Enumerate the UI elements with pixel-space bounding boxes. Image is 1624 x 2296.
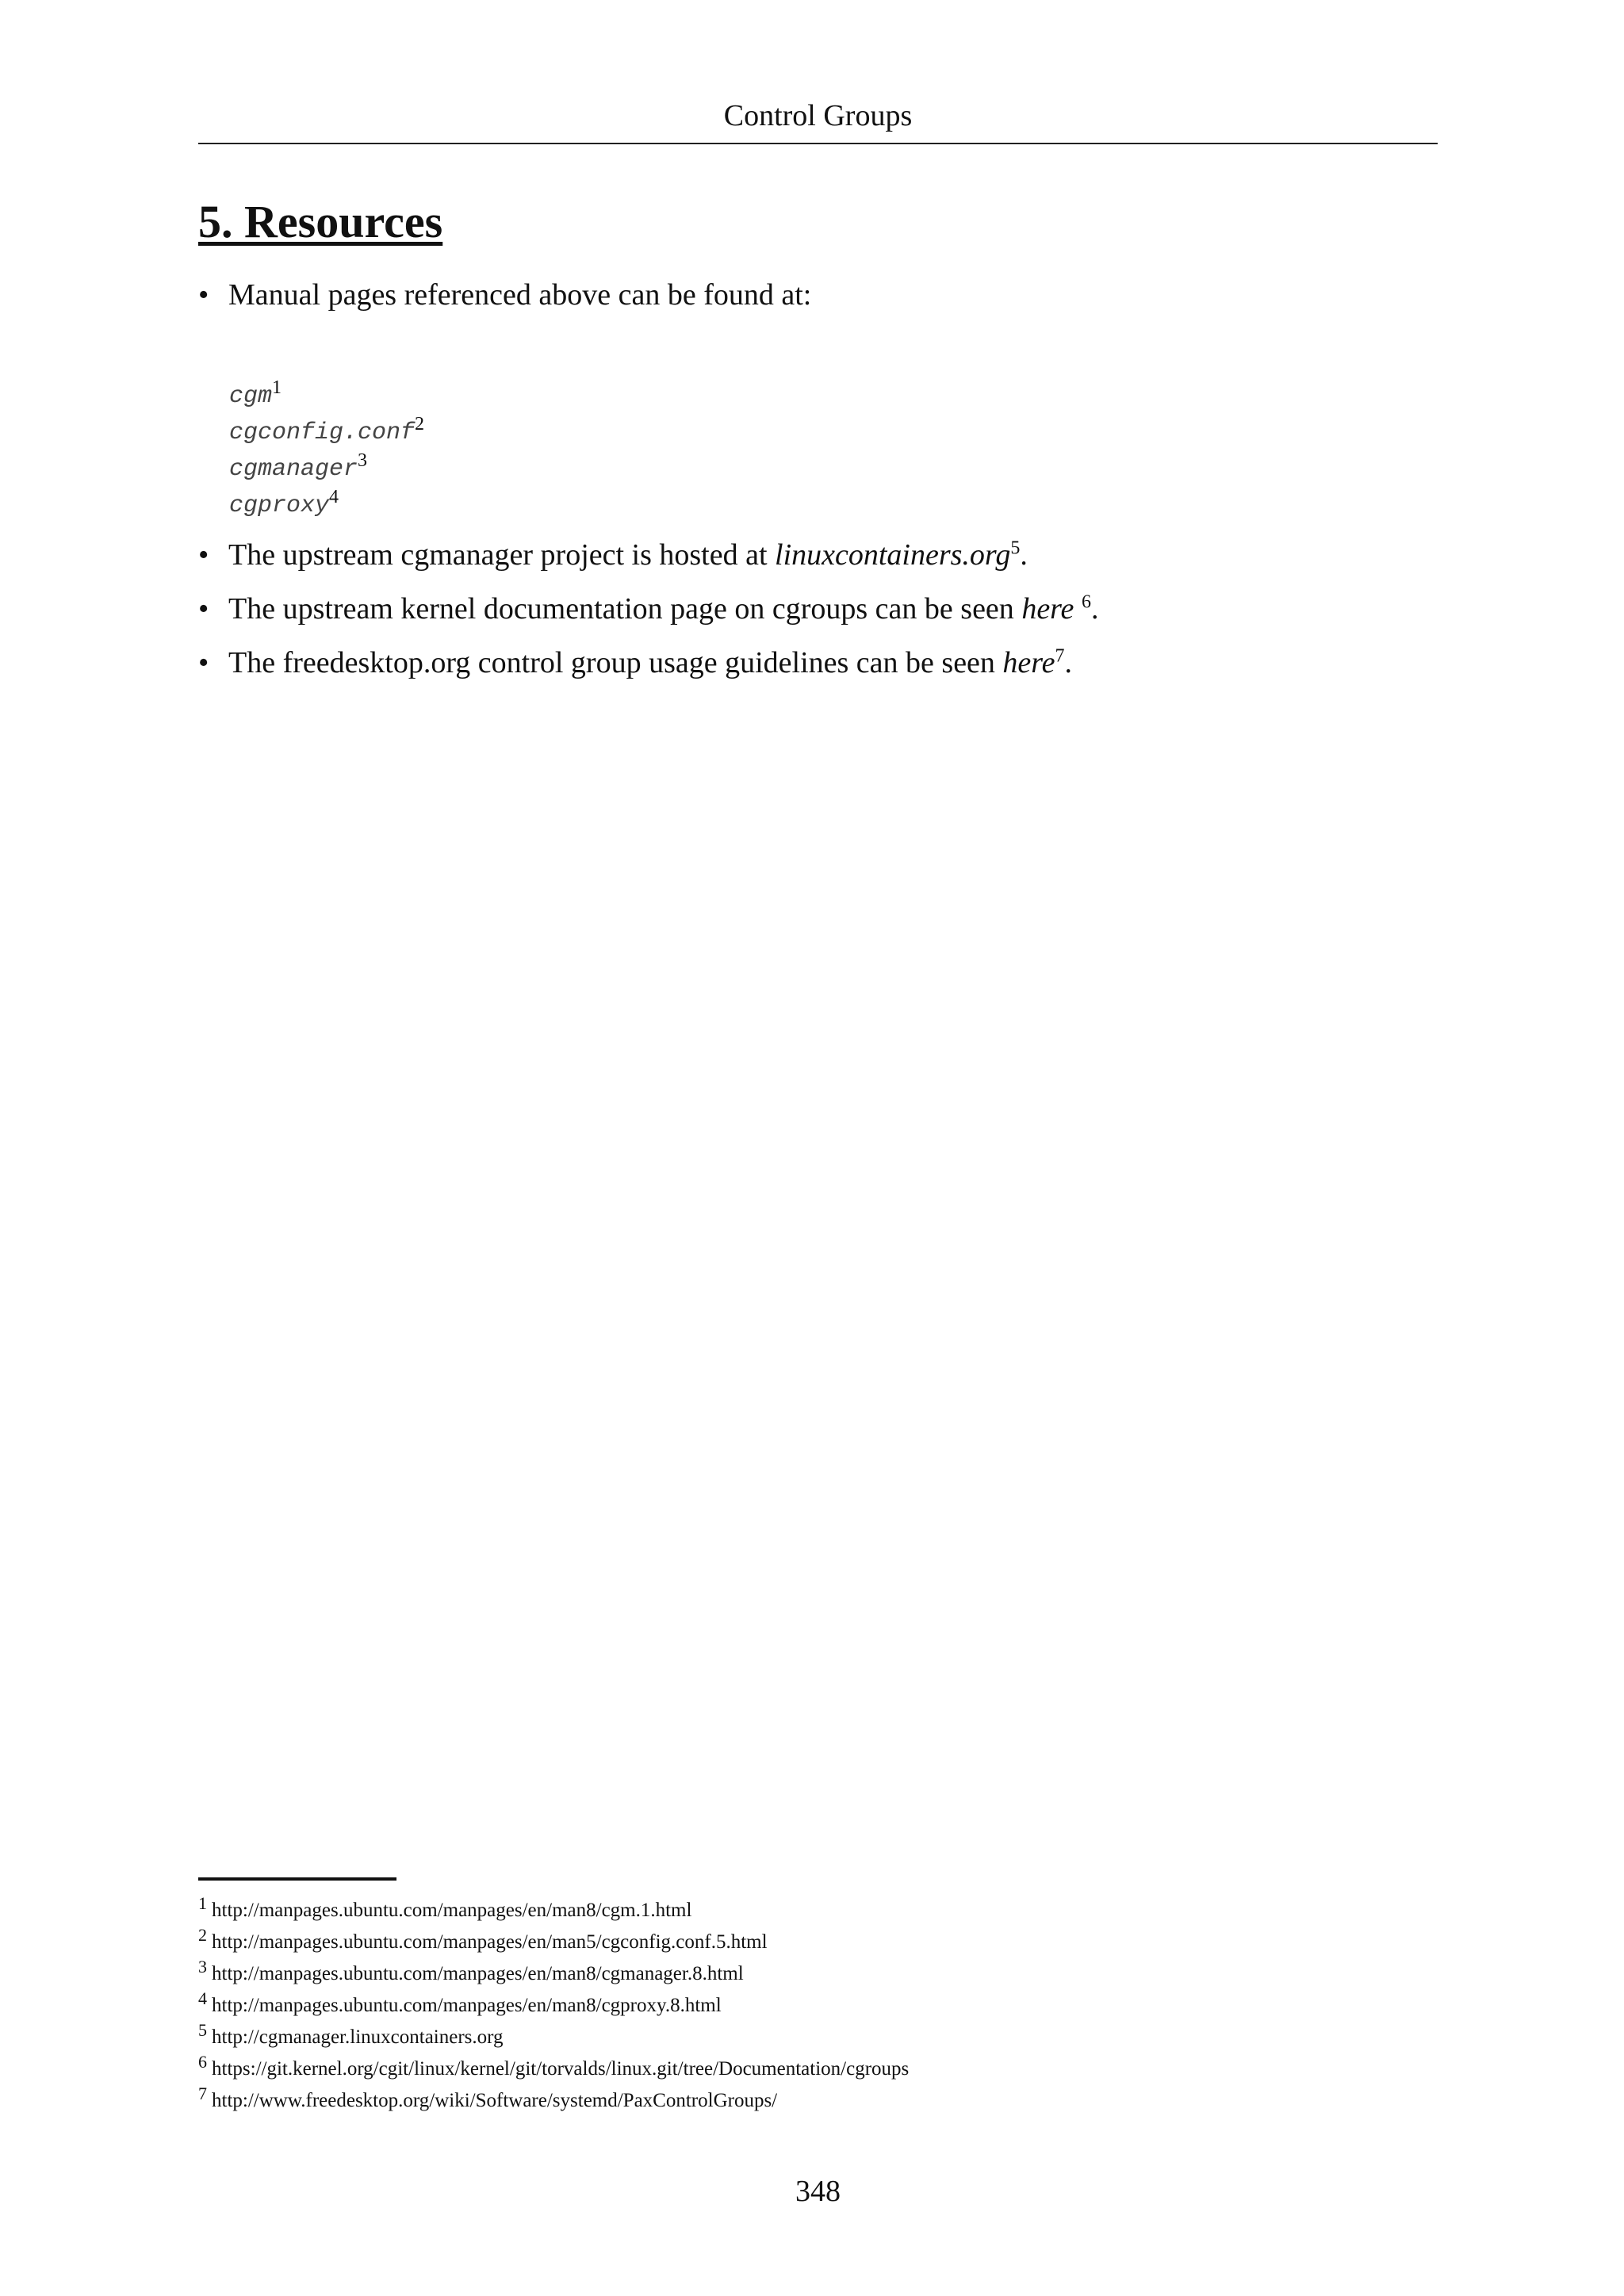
footnote-ref[interactable]: 1 <box>272 377 282 398</box>
footnote-url[interactable]: http://manpages.ubuntu.com/manpages/en/man8/cgmanager.8.html <box>212 1963 744 1984</box>
footnote-6 <box>198 2053 909 2085</box>
footnote-url[interactable]: https://git.kernel.org/cgit/linux/kernel/git/torvalds/linux.git/tree/Documentation/cgroups <box>212 2058 910 2080</box>
bullet-text: Manual pages referenced above can be found at: <box>228 278 812 312</box>
bullet-text: The freedesktop.org control group usage guidelines can be seen <box>228 646 1003 679</box>
footnote-url[interactable]: http://cgmanager.linuxcontainers.org <box>212 2026 504 2048</box>
bullet-freedesktop <box>198 644 1072 682</box>
manpage-item-cgm[interactable] <box>229 378 424 415</box>
footnote-number: 3 <box>198 1956 207 1976</box>
manpage-name: cgm <box>229 383 273 410</box>
manpage-list <box>229 378 424 524</box>
bullet-kernel-docs <box>198 590 1098 628</box>
footnote-number: 6 <box>198 2051 207 2072</box>
footnote-ref[interactable]: 2 <box>415 414 425 434</box>
section-title: 5. Resources <box>198 196 443 247</box>
footnote-ref[interactable]: 7 <box>1055 645 1065 667</box>
footnote-url[interactable]: http://manpages.ubuntu.com/manpages/en/man8/cgm.1.html <box>212 1900 692 1921</box>
manpage-name: cgproxy <box>229 492 330 519</box>
footnote-number: 1 <box>198 1892 207 1913</box>
bullet-dot: • <box>198 646 209 679</box>
page-number: 348 <box>795 2175 841 2208</box>
footnote-1 <box>198 1892 909 1927</box>
footnote-number: 5 <box>198 2019 207 2040</box>
bullet-upstream-cgmanager <box>198 536 1028 574</box>
footnote-ref[interactable]: 6 <box>1081 591 1091 613</box>
link-kernel-here[interactable]: here <box>1021 592 1074 626</box>
footnote-number: 2 <box>198 1924 207 1945</box>
footnote-number: 7 <box>198 2083 207 2103</box>
bullet-dot: • <box>198 278 209 312</box>
bullet-dot: • <box>198 592 209 626</box>
footnote-3 <box>198 1958 909 1990</box>
manpage-item-cgmanager[interactable] <box>229 451 424 488</box>
footnote-rule <box>198 1877 396 1881</box>
manpage-item-cgproxy[interactable] <box>229 488 424 524</box>
bullet-text: The upstream cgmanager project is hosted at <box>228 538 776 572</box>
bullet-dot: • <box>198 538 209 572</box>
footnote-5 <box>198 2019 909 2053</box>
bullet-text: The upstream kernel documentation page on cgroups can be seen <box>228 592 1022 626</box>
footnote-list <box>198 1892 910 2117</box>
bullet-manual-pages <box>198 276 811 314</box>
manpage-item-cgconfig-conf[interactable] <box>229 415 424 451</box>
manpage-name: cgconfig.conf <box>229 419 416 446</box>
footnote-number: 4 <box>198 1988 207 2008</box>
footnote-url[interactable]: http://manpages.ubuntu.com/manpages/en/man5/cgconfig.conf.5.html <box>212 1931 768 1953</box>
footnote-url[interactable]: http://www.freedesktop.org/wiki/Software/systemd/PaxControlGroups/ <box>212 2090 778 2111</box>
link-linuxcontainers[interactable]: linuxcontainers.org <box>775 538 1011 572</box>
bullet-punct: . <box>1064 646 1073 679</box>
footnote-7 <box>198 2085 909 2117</box>
running-header: Control Groups <box>723 99 913 132</box>
header-rule <box>198 143 1438 144</box>
manpage-name: cgmanager <box>229 456 358 483</box>
bullet-punct: . <box>1020 538 1028 572</box>
footnote-ref[interactable]: 3 <box>358 450 368 471</box>
bullet-punct: . <box>1090 592 1099 626</box>
footnote-url[interactable]: http://manpages.ubuntu.com/manpages/en/man8/cgproxy.8.html <box>212 1995 722 2016</box>
footnote-ref[interactable]: 5 <box>1010 538 1021 559</box>
footnote-4 <box>198 1990 909 2022</box>
link-freedesktop-here[interactable]: here <box>1002 646 1055 679</box>
footnote-ref[interactable]: 4 <box>329 487 339 507</box>
footnote-2 <box>198 1924 909 1958</box>
